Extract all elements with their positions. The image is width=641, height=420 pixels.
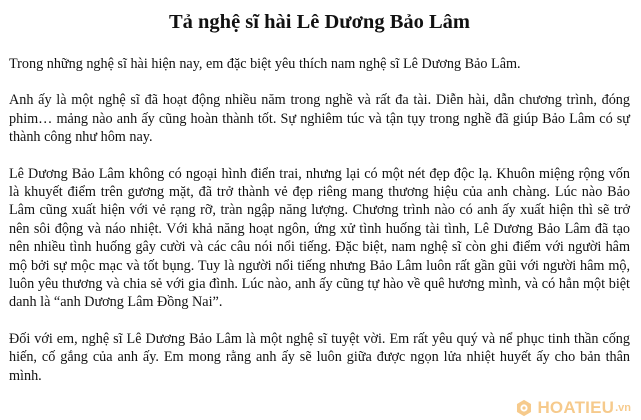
paragraph-conclusion: Đối với em, nghệ sĩ Lê Dương Bảo Lâm là một nghệ sĩ tuyệt vời. Em rất yêu quý và nể phục tinh thần cống hiến, cố gắng của anh ấy. Em mong rằng anh ấy sẽ luôn giữa được ngọn lửa nhiệt huyết ấy cho bản thân mình. — [9, 330, 630, 384]
watermark-suffix: .vn — [615, 402, 631, 414]
hoatieu-logo-icon — [515, 399, 533, 417]
watermark — [515, 398, 631, 418]
document-title: Tả nghệ sĩ hài Lê Dương Bảo Lâm — [168, 11, 471, 33]
paragraph-appearance: Lê Dương Bảo Lâm không có ngoại hình điển trai, nhưng lại có một nét đẹp độc lạ. Khuôn miệng rộng vốn là khuyết điểm trên gương mặt, đã trở thành vẻ đẹp riêng mang thương hiệu của anh chàng. Lúc nào Bảo Lâm cũng xuất hiện với vẻ rạng rỡ, tràn ngập năng lượng. Chương trình nào có anh ấy xuất hiện thì sẽ trở nên sôi động và náo nhiệt. Với khả năng hoạt ngôn, ứng xử tình huống tài tình, Lê Dương Bảo Lâm đã tạo nên nhiều tình huống gây cười và các câu nói nổi tiếng. Đặc biệt, nam nghệ sĩ còn ghi điểm với người hâm mộ bởi sự mộc mạc và tốt bụng. Tuy là người nổi tiếng nhưng Bảo Lâm luôn rất gần gũi với người hâm mộ, luôn yêu thương và chia sẻ với gia đình. Lúc nào, anh ấy cũng tự hào về quê hương mình, và có hẳn một biệt danh là “anh Dương Lâm Đồng Nai”. — [9, 165, 630, 311]
paragraph-career: Anh ấy là một nghệ sĩ đã hoạt động nhiều năm trong nghề và rất đa tài. Diễn hài, dẫn chương trình, đóng phim… mảng nào anh ấy cũng hoàn thành tốt. Sự nghiêm túc và tận tụy trong nghề đã giúp Bảo Lâm có sự thành công như hôm nay. — [9, 92, 630, 146]
watermark-brand: HOATIEU — [537, 398, 615, 417]
paragraph-intro: Trong những nghệ sĩ hài hiện nay, em đặc biệt yêu thích nam nghệ sĩ Lê Dương Bảo Lâm. — [9, 56, 521, 72]
